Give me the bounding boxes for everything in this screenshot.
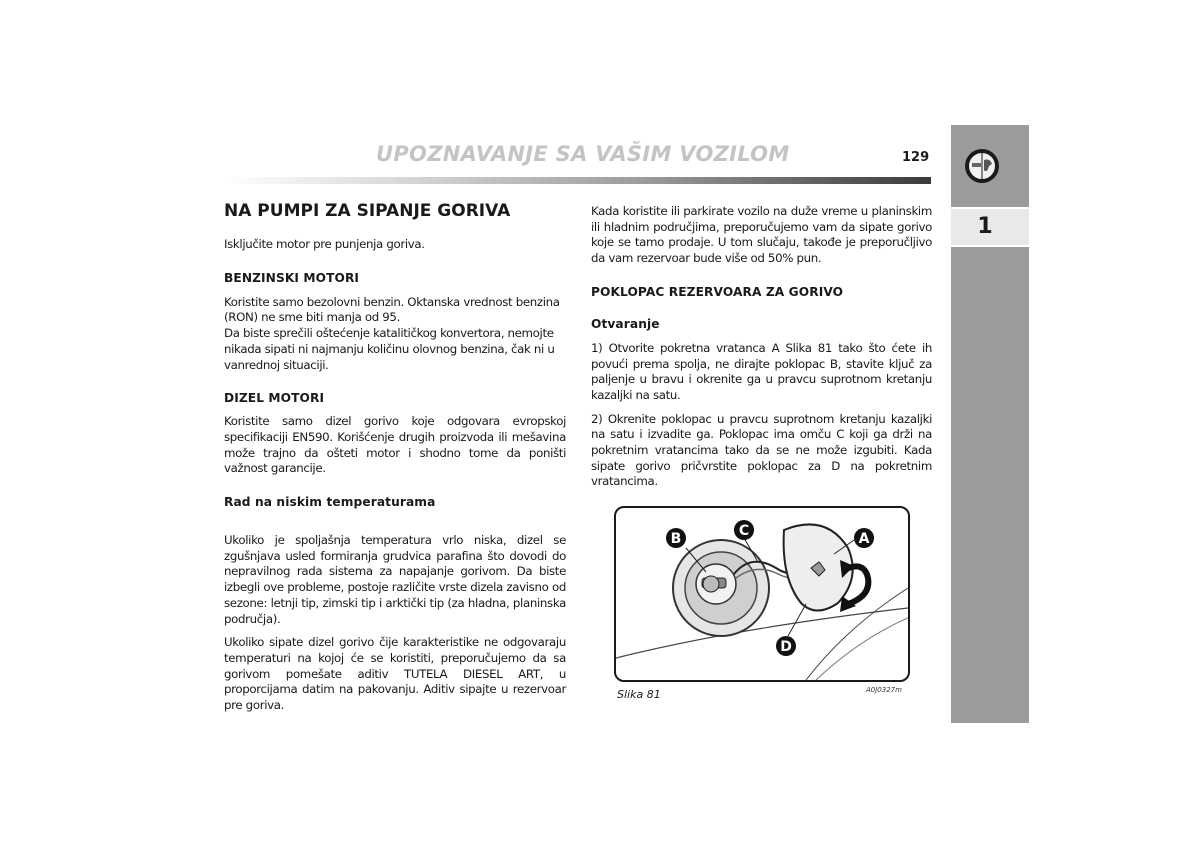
label-a-marker	[854, 528, 874, 548]
cap-heading: POKLOPAC REZERVOARA ZA GORIVO	[591, 284, 844, 299]
figure-caption: Slika 81	[617, 688, 661, 701]
label-c: C	[738, 523, 750, 539]
label-b: B	[670, 531, 682, 547]
page-number: 129	[902, 150, 930, 165]
label-d: D	[780, 639, 792, 655]
label-b-marker	[666, 528, 686, 548]
intro-text: Isključite motor pre punjenja goriva.	[224, 237, 425, 251]
fuel-cap-illustration	[616, 508, 908, 680]
low-temp-text-2: Ukoliko sipate dizel gorivo čije karakteristike ne odgovaraju temperaturi na kojoj će se koristiti, preporučujemo da sa gorivom pomešate aditiv TUTELA DIESEL ART, u proporcijama datim na pakovanju. Aditiv sipajte u rezervoar pre goriva.	[224, 635, 566, 713]
step-2-text: 2) Okrenite poklopac u pravcu suprotnom kretanju kazaljki na satu i izvadite ga. Poklopac ima omču C koji ga drži na pokretnim vratancima tako da se ne može izgubiti. Kada sipate gorivo pričvrstite poklopac za D na pokretnim vratancima.	[591, 411, 932, 489]
mountain-text: Kada koristite ili parkirate vozilo na duže vreme u planinskim ili hladnim područjima, preporučujemo vam da sipate gorivo koje se tamo prodaje. U tom slučaju, takođe je preporučljivo da vam rezervoar bude više od 50% pun.	[591, 204, 932, 266]
petrol-text-1: Koristite samo bezolovni benzin. Oktanska vrednost benzina (RON) ne sme biti manja od 95.	[224, 294, 560, 325]
petrol-heading: BENZINSKI MOTORI	[224, 270, 360, 285]
chapter-number: 1	[977, 214, 993, 239]
petrol-text-2: Da biste sprečili oštećenje katalitičkog konvertora, nemojte nikada sipati ni najmanju količinu olovnog benzina, čak ni u vanrednoj situaciji.	[224, 326, 555, 372]
left-column	[224, 201, 566, 714]
low-temp-heading: Rad na niskim temperaturama	[224, 495, 436, 510]
low-temp-text-1: Ukoliko je spoljašnja temperatura vrlo niska, dizel se zgušnjava usled formiranja grudvica parafina što dovodi do nepravilnog rada sistema za napajanje gorivom. Da biste izbegli ove probleme, postoje različite vrste dizela zavisno od sezone: letnji tip, zimski tip i arktički tip (za hladna, planinska područja).	[224, 533, 566, 626]
diesel-text: Koristite samo dizel gorivo koje odgovara evropskoj specifikaciji EN590. Korišćenje drugih proizvoda ili mešavina može trajno da ošteti motor i shodno tome da poništi važnost garancije.	[224, 414, 566, 476]
header-rule	[224, 177, 931, 184]
label-a: A	[858, 531, 870, 547]
figure-code: A0J0327m	[866, 686, 902, 694]
chapter-tab	[951, 207, 1029, 247]
opening-heading: Otvaranje	[591, 316, 660, 331]
chapter-title: UPOZNAVANJE SA VAŠIM VOZILOM	[376, 142, 790, 166]
fuel-cap-figure	[614, 506, 910, 682]
right-column	[591, 204, 932, 490]
section-heading: NA PUMPI ZA SIPANJE GORIVA	[224, 201, 511, 221]
label-c-marker	[734, 520, 754, 540]
alfa-romeo-logo-icon	[964, 148, 1000, 184]
step-1-text: 1) Otvorite pokretna vratanca A Slika 81 tako što ćete ih povući prema spolja, ne dirajte poklopac B, stavite ključ za paljenje u bravu i okrenite ga u pravcu suprotnom kretanju kazaljki na satu.	[591, 340, 932, 402]
label-d-marker	[776, 636, 796, 656]
diesel-heading: DIZEL MOTORI	[224, 391, 325, 406]
